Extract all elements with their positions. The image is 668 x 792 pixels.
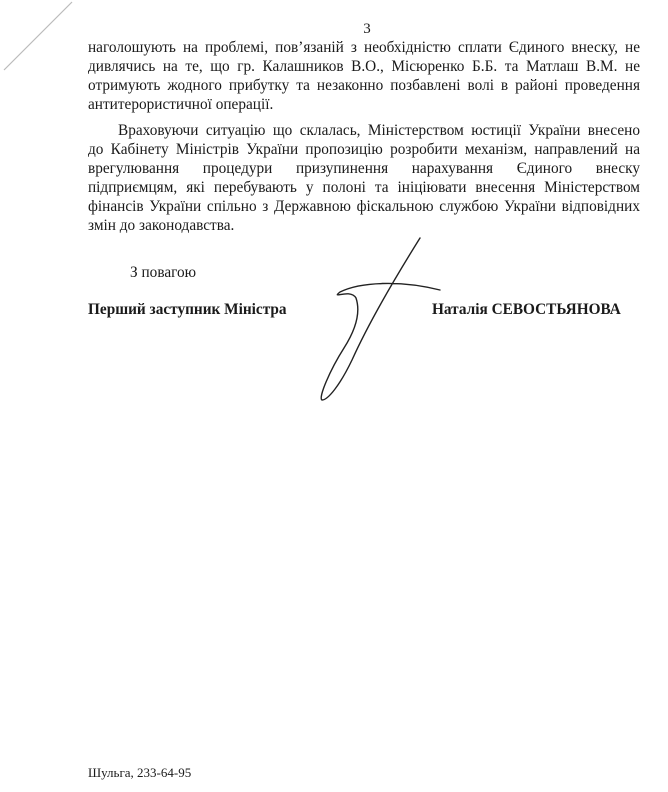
text-line: підприємцям, які перебувають у полоні та ініціювати внесення Міністерством: [88, 179, 640, 196]
page-number: 3: [363, 21, 371, 37]
signatory-title: Перший заступник Міністра: [88, 301, 287, 318]
signatory-name: Наталія СЕВОСТЬЯНОВА: [432, 301, 621, 318]
text-line: наголошують на проблемі, пов’язаній з необхідністю сплати Єдиного внеску, не: [88, 39, 640, 56]
scan-edge-mark: [0, 0, 80, 80]
text-line: дивлячись на те, що гр. Калашников В.О., Місюренко Б.Б. та Матлаш В.М. не: [88, 58, 640, 75]
text-line: Враховуючи ситуацію що склалась, Міністерством юстиції України внесено: [118, 122, 640, 139]
text-line: антитерористичної операції.: [88, 96, 274, 113]
closing: З повагою: [130, 264, 197, 281]
footer-contact: Шульга, 233-64-95: [88, 765, 192, 780]
text-line: отримують жодного прибутку та незаконно позбавлені волі в районі проведення: [88, 77, 640, 94]
handwritten-signature: [300, 230, 460, 430]
text-line: врегулювання процедури призупинення нарахування Єдиного внеску: [88, 160, 640, 177]
text-line: змін до законодавства.: [88, 217, 235, 234]
text-line: до Кабінету Міністрів України пропозицію розробити механізм, направлений на: [88, 141, 640, 158]
text-line: фінансів України спільно з Державною фіскальною службою України відповідних: [88, 198, 640, 215]
